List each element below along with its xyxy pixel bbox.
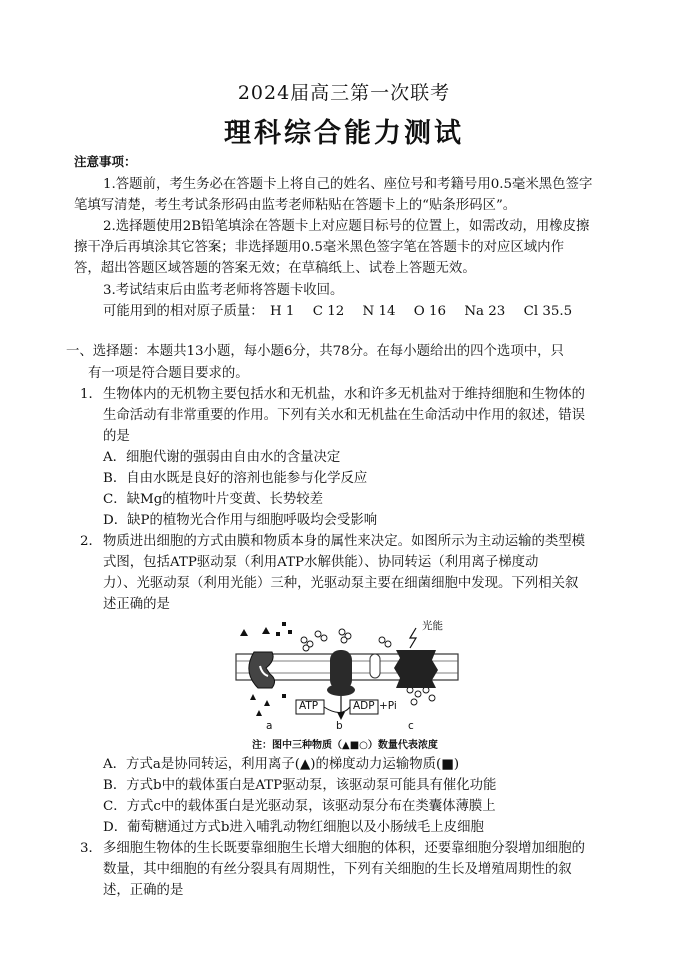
q2-number: 2． (80, 534, 102, 549)
carrier-c (394, 650, 438, 688)
q1-number: 1． (80, 387, 102, 402)
q3-number: 3． (80, 841, 102, 856)
notice-item-1-line-2: 笔填写清楚，考生考试条形码由监考老师粘贴在答题卡上的“贴条形码区”。 (74, 198, 517, 213)
q1-stem-line-2: 生命活动有非常重要的作用。下列有关水和无机盐在生命活动中作用的叙述，错误 (103, 408, 586, 423)
q1-option-a: A．细胞代谢的强弱由自由水的含量决定 (103, 450, 341, 465)
mass-na: Na 23 (464, 304, 506, 319)
notice-heading: 注意事项： (74, 154, 137, 169)
mass-n: N 14 (362, 304, 396, 319)
q1-option-d: D．缺P的植物光合作用与细胞呼吸均会受影响 (103, 513, 378, 528)
mass-c: C 12 (312, 304, 345, 319)
q2-stem-line-4: 述正确的是 (103, 597, 170, 612)
mass-cl: Cl 35.5 (523, 304, 573, 319)
label-c: c (408, 720, 414, 732)
label-a: a (266, 720, 273, 732)
figure-note: 注：图中三种物质（▲■○）数量代表浓度 (252, 740, 438, 751)
q1-option-b: B．自由水既是良好的溶剂也能参与化学反应 (103, 471, 368, 486)
q3-stem-line-1: 多细胞生物体的生长既要靠细胞生长增大细胞的体积，还要靠细胞分裂增加细胞的 (103, 841, 586, 856)
notice-item-2-line-3: 答，超出答题区域答题的答案无效；在草稿纸上、试卷上答题无效。 (74, 261, 476, 276)
pi-label: +Pi (379, 700, 397, 712)
mass-h: H 1 (269, 304, 295, 319)
q3-stem-line-3: 述，正确的是 (103, 883, 184, 898)
q1-stem-line-1: 生物体内的无机物主要包括水和无机盐，水和许多无机盐对于维持细胞和生物体的 (103, 387, 586, 402)
q1-stem-line-3: 的是 (103, 429, 130, 444)
q2-option-c: C．方式c中的载体蛋白是光驱动泵，该驱动泵分布在类囊体薄膜上 (103, 799, 496, 814)
light-energy-label: 光能 (422, 620, 443, 632)
section-heading-line-1: 一、选择题：本题共13小题，每小题6分，共78分。在每小题给出的四个选项中，只 (66, 344, 564, 359)
mass-o: O 16 (413, 304, 447, 319)
notice-item-3: 3.考试结束后由监考老师将答题卡收回。 (103, 283, 344, 298)
q2-stem-line-1: 物质进出细胞的方式由膜和物质本身的属性来决定。如图所示为主动运输的类型模 (103, 534, 586, 549)
q1-option-c: C．缺Mg的植物叶片变黄、长势较差 (103, 492, 323, 507)
exam-subtitle: 2024届高三第一次联考 (237, 82, 451, 104)
q2-option-d: D．葡萄糖通过方式b进入哺乳动物红细胞以及小肠绒毛上皮细胞 (103, 820, 484, 835)
exam-title: 理科综合能力测试 (224, 118, 464, 149)
q2-stem-line-2: 式图，包括ATP驱动泵（利用ATP水解供能）、协同转运（利用离子梯度动 (103, 555, 539, 570)
q2-option-b: B．方式b中的载体蛋白是ATP驱动泵，该驱动泵可能具有催化功能 (103, 778, 497, 793)
q3-stem-line-2: 数量，其中细胞的有丝分裂具有周期性，下列有关细胞的生长及增殖周期性的叙 (103, 862, 572, 877)
notice-item-2-line-2: 擦干净后再填涂其它答案；非选择题用0.5毫米黑色签字笔在答题卡的对应区域内作 (74, 240, 564, 255)
section-heading-line-2: 有一项是符合题目要求的。 (88, 366, 249, 381)
transport-diagram (232, 614, 462, 752)
notice-item-1-line-1: 1.答题前，考生务必在答题卡上将自己的姓名、座位号和考籍号用0.5毫米黑色签字 (103, 177, 593, 192)
label-b: b (336, 720, 343, 732)
q2-option-a: A．方式a是协同转运，利用离子(▲)的梯度动力运输物质(■) (103, 757, 460, 772)
atomic-masses (103, 302, 586, 322)
light-arrow (410, 628, 416, 648)
atp-label: ATP (299, 700, 319, 712)
adp-label: ADP (353, 700, 375, 712)
atomic-masses-label: 可能用到的相对原子质量： (103, 304, 264, 319)
q2-stem-line-3: 力）、光驱动泵（利用光能）三种，光驱动泵主要在细菌细胞中发现。下列相关叙 (103, 576, 579, 591)
notice-item-2-line-1: 2.选择题使用2B铅笔填涂在答题卡上对应题目标号的位置上，如需改动，用橡皮擦 (103, 219, 590, 234)
